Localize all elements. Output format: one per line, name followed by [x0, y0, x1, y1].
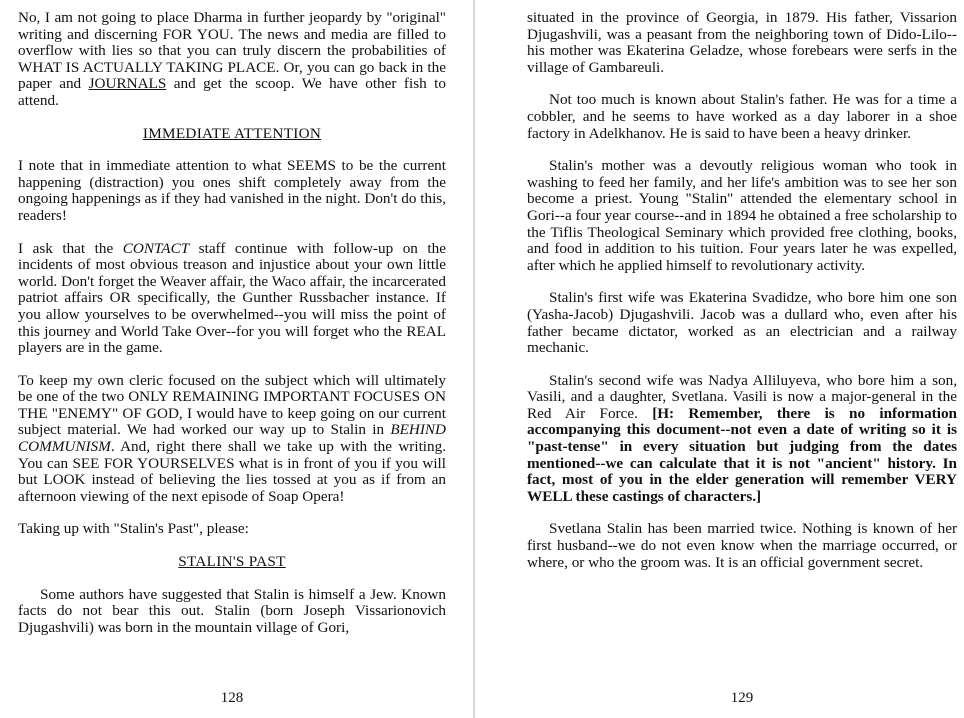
contact-emphasis: CONTACT [122, 239, 190, 257]
book-gutter [473, 0, 475, 718]
right-paragraph-1: situated in the province of Georgia, in 1879. His father, Vissarion Djugashvili, was a peasant from the neighboring town of Dido-Lilo--his mother was Ekaterina Geladze, whose forebears were serfs in the village of Gambareuli. [527, 9, 957, 76]
left-page [18, 10, 446, 652]
right-paragraph-3: Stalin's mother was a devoutly religious woman who took in washing to feed her family, and her life's ambition was to see her son become a priest. Young "Stalin" attended the elementary school in Gori--a four year course--and in 1894 he obtained a free scholarship to the Tiflis Theological Seminary which provided free clothing, books, and food in addition to his tuition. Four years later he was expelled, after which he applied himself to revolutionary activity. [527, 157, 957, 274]
left-paragraph-1: No, I am not going to place Dharma in further jeopardy by "original" writing and discerning FOR YOU. The news and media are filled to overflow with lies so that you can truly discern the probabilities of WHAT IS ACTUALLY TAKING PLACE. Or, you can go back in the paper and JOURNALS and get the scoop. We have other fish to attend. [18, 9, 446, 109]
right-paragraph-6: Svetlana Stalin has been married twice. Nothing is known of her first husband--we do not even know when the marriage occurred, or where, or who the groom was. It is an official government secret. [527, 520, 957, 571]
hatonn-note: [H: Remember, there is no information accompanying this document--not even a date of writing so it is "past-tense" in every situation but judging from the dates mentioned--we can calculate that it is not "ancient" history. In fact, most of you in the elder generation will remember VERY WELL these castings of characters.] [527, 404, 957, 505]
journals-word: JOURNALS [88, 75, 167, 93]
right-paragraph-4: Stalin's first wife was Ekaterina Svadidze, who bore him one son (Yasha-Jacob) Djugashvili. Jacob was a dullard who, even after his father became dictator, worked as an electrician and a railway mechanic. [527, 289, 957, 357]
page-number-right: 129 [730, 690, 754, 706]
page-number-left: 128 [220, 690, 244, 706]
right-paragraph-5: Stalin's second wife was Nadya Alliluyeva, who bore him a son, Vasili, and a daughter, Svetlana. Vasili is now a major-general in the Red Air Force. [H: Remember, there is no information accompanying this document--not even a date of writing so it is "past-tense" in every situation but judging from the dates mentioned--we can calculate that it is not "ancient" history. In fact, most of you in the elder generation will remember VERY WELL these castings of characters.] [527, 371, 957, 505]
left-paragraph-5: Taking up with "Stalin's Past", please: [18, 520, 249, 538]
left-paragraph-2: I note that in immediate attention to what SEEMS to be the current happening (distraction) you ones shift completely away from the ongoing happenings as if they had vanished in the night. Don't do this, readers! [18, 157, 446, 224]
left-paragraph-4: To keep my own cleric focused on the subject which will ultimately be one of the two ONLY REMAINING IMPORTANT FOCUSES ON THE "ENEMY" OF GOD, I would have to keep going on our current subject material. We had worked our way up to Stalin in BEHIND COMMUNISM. And, right there shall we take up with the writing. You can SEE FOR YOURSELVES what is in front of you if you will but LOOK instead of believing the lies tossed at you as if from an afternoon viewing of the next episode of Soap Opera! [18, 371, 446, 505]
right-page [527, 10, 957, 587]
heading-stalins-past: STALIN'S PAST [178, 553, 286, 571]
left-paragraph-6: Some authors have suggested that Stalin is himself a Jew. Known facts do not bear this out. Stalin (born Joseph Vissarionovich Djugashvili) was born in the mountain village of Gori, [18, 585, 446, 636]
right-paragraph-2: Not too much is known about Stalin's father. He was for a time a cobbler, and he seems to have worked as a day laborer in a shoe factory in Adelkhanov. He is said to have been a heavy drinker. [527, 91, 957, 142]
behind-communism-title: BEHIND COMMUNISM [18, 421, 446, 456]
left-paragraph-3: I ask that the CONTACT staff continue with follow-up on the incidents of most obvious treason and injustice about your own little world. Don't forget the Weaver affair, the Waco affair, the incarcerated patriot affairs OR specifically, the Gunther Russbacher instance. If you allow yourselves to be overwhelmed--you will miss the point of this journey and World Take Over--for you will forget who the REAL players are in the game. [18, 239, 446, 357]
heading-immediate-attention: IMMEDIATE ATTENTION [142, 124, 322, 142]
